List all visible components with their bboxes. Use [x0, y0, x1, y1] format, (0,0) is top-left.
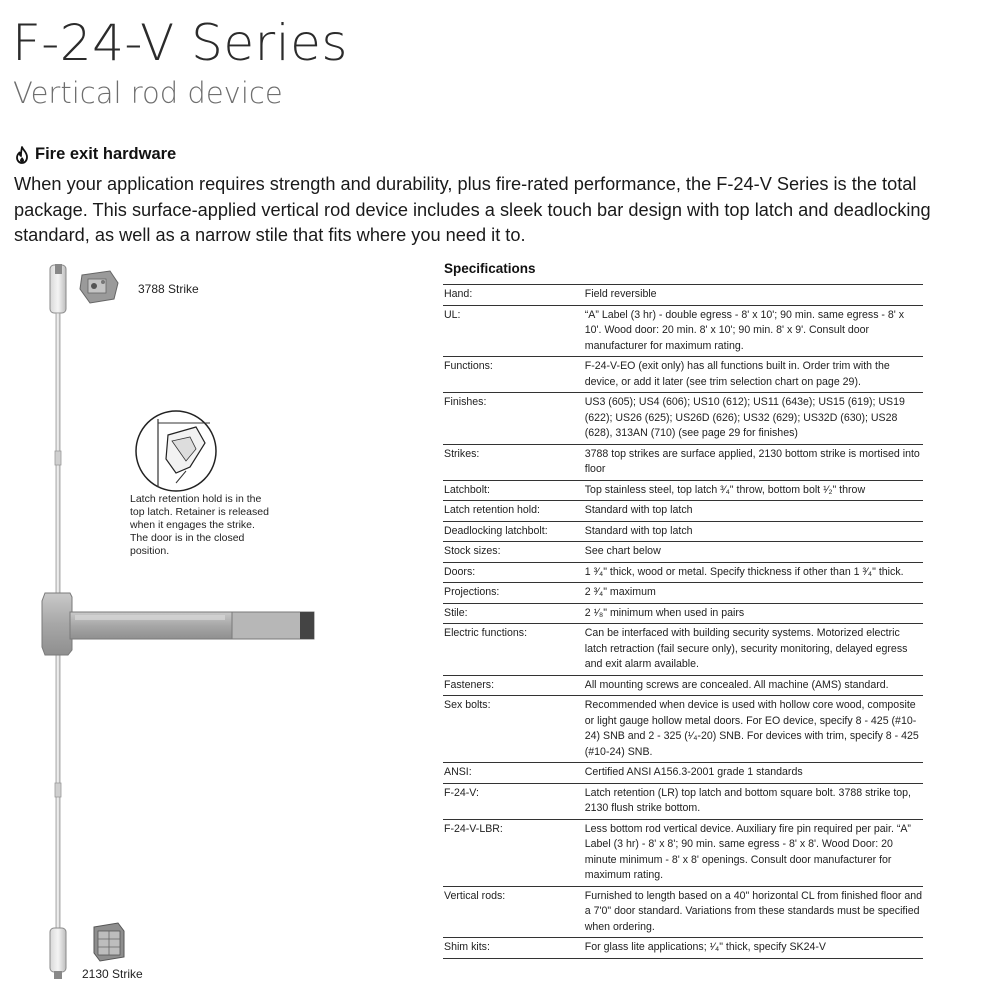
spec-value: Field reversible — [584, 288, 657, 300]
spec-row — [443, 938, 923, 959]
spec-key: Electric functions: — [444, 627, 528, 639]
spec-value: Furnished to length based on a 40" horizontal CL from finished floor and a 7'0" door standard. Variations from these standards must be specified when ordering. — [584, 889, 923, 933]
spec-row — [443, 583, 923, 604]
spec-row — [443, 562, 923, 583]
spec-key: Latchbolt: — [444, 483, 490, 496]
spec-row — [443, 603, 923, 624]
spec-key: F-24-V: — [444, 786, 479, 799]
spec-value: Can be interfaced with building security systems. Motorized electric latch retraction (fail secure only), security monitoring, delayed egress and exit alarm available. — [584, 627, 908, 670]
latch-detail-callout — [136, 411, 216, 491]
spec-value: Standard with top latch — [584, 524, 693, 537]
spec-row — [443, 624, 923, 676]
page-title: F-24-V Series — [12, 14, 348, 72]
spec-value: Certified ANSI A156.3-2001 grade 1 standards — [584, 766, 803, 778]
spec-row — [443, 696, 923, 763]
spec-row — [443, 542, 923, 563]
spec-key: Sex bolts: — [444, 699, 491, 711]
spec-key: F-24-V-LBR: — [444, 822, 503, 835]
bottom-bolt — [54, 971, 62, 979]
spec-key: Strikes: — [444, 447, 480, 460]
3788-strike-label: 3788 Strike — [138, 282, 199, 296]
specifications-title: Specifications — [444, 261, 536, 276]
spec-value: Latch retention (LR) top latch and bottom square bolt. 3788 strike top, 2130 flush strike bottom. — [584, 786, 911, 814]
spec-key: Latch retention hold: — [444, 504, 541, 516]
2130-strike-label: 2130 Strike — [82, 967, 143, 981]
spec-value: 2 ³⁄₄" maximum — [584, 586, 656, 598]
spec-row — [443, 305, 923, 357]
spec-value: F-24-V-EO (exit only) has all functions built in. Order trim with the device, or add it later (see trim selection chart on page 29). — [584, 360, 890, 388]
spec-value: 1 ³⁄₄" thick, wood or metal. Specify thickness if other than 1 ³⁄₄" thick. — [584, 565, 904, 578]
spec-row — [443, 886, 923, 938]
spec-row — [443, 819, 923, 886]
bottom-latch-housing — [50, 928, 66, 972]
spec-value: US3 (605); US4 (606); US10 (612); US11 (643e); US15 (619); US19 (622); US26 (625); US26D (626); US32 (629); US32D (630); US28 (628), 313AN (710) (see page 29 for finishes) — [584, 396, 905, 439]
specifications-table — [443, 284, 923, 959]
touch-bar — [42, 593, 314, 655]
spec-key: Projections: — [444, 586, 500, 598]
spec-row — [443, 357, 923, 393]
spec-key: Deadlocking latchbolt: — [444, 524, 548, 537]
spec-value: Recommended when device is used with hollow core wood, composite or light gauge hollow metal doors. For EO device, specify 8 - 425 (#10-24) SNB and 2 - 325 (¹⁄₄-20) SNB. For devices with trim, specify 8 - 425 (#10-24) SNB. — [584, 699, 919, 758]
spec-key: ANSI: — [444, 766, 472, 778]
spec-key: UL: — [444, 308, 461, 321]
flame-icon — [14, 146, 30, 164]
spec-row — [443, 521, 923, 542]
spec-key: Functions: — [444, 360, 493, 372]
spec-key: Vertical rods: — [444, 889, 506, 902]
spec-value: For glass lite applications; ¹⁄₄" thick, specify SK24-V — [584, 941, 826, 953]
spec-value: Top stainless steel, top latch ³⁄₄" throw, bottom bolt ¹⁄₂" throw — [584, 483, 866, 496]
section-heading — [14, 145, 176, 164]
page-subtitle: Vertical rod device — [13, 76, 283, 110]
rod-guide — [55, 451, 61, 465]
spec-row — [443, 444, 923, 480]
spec-key: Shim kits: — [444, 941, 490, 953]
device-drawing — [0, 255, 420, 1000]
spec-value: See chart below — [584, 545, 661, 557]
spec-key: Doors: — [444, 565, 476, 578]
product-illustration — [0, 255, 420, 1000]
spec-row — [443, 393, 923, 445]
spec-key: Stile: — [444, 606, 468, 619]
spec-value: “A” Label (3 hr) - double egress - 8' x 10'; 90 min. same egress - 8' x 10'. Wood door: 20 min. 8' x 10'; 90 min. 8' x 9'. Consult door manufacturer for maximum rating. — [584, 308, 905, 352]
intro-paragraph: When your application requires strength and durability, plus fire-rated performance, the F-24-V Series is the total package. This surface-applied vertical rod device includes a sleek touch bar design with top latch and deadlocking standard, as well as a narrow stile that fits where you need it to. — [14, 174, 931, 245]
spec-key: Stock sizes: — [444, 545, 501, 557]
spec-value: 3788 top strikes are surface applied, 2130 bottom strike is mortised into floor — [584, 447, 920, 475]
spec-key: Fasteners: — [444, 678, 495, 691]
spec-key: Finishes: — [444, 396, 487, 408]
spec-row — [443, 783, 923, 819]
spec-value: Less bottom rod vertical device. Auxiliary fire pin required per pair. “A” Label (3 hr) - 8' x 8'; 90 min. same egress - 8' x 8'. Wood Door: 20 minute minimum - 8' x 8' openings. Consult door manufacturer for maximum rating. — [584, 822, 911, 881]
spec-row — [443, 285, 923, 306]
spec-key: Hand: — [444, 288, 473, 300]
spec-value: 2 ¹⁄₈" minimum when used in pairs — [584, 606, 745, 619]
latch-retention-note: Latch retention hold is in the top latch. Retainer is released when it engages the strike. The door is in the closed position. — [130, 493, 269, 557]
section-heading-label: Fire exit hardware — [35, 145, 177, 163]
spec-row — [443, 501, 923, 522]
spec-value: All mounting screws are concealed. All machine (AMS) standard. — [584, 678, 889, 691]
rod-guide — [55, 783, 61, 797]
3788-strike-image — [80, 271, 118, 303]
spec-row — [443, 675, 923, 696]
spec-row — [443, 480, 923, 501]
spec-row — [443, 763, 923, 784]
2130-strike-image — [94, 923, 124, 961]
top-latch-bolt — [55, 264, 62, 274]
spec-value: Standard with top latch — [584, 504, 693, 516]
